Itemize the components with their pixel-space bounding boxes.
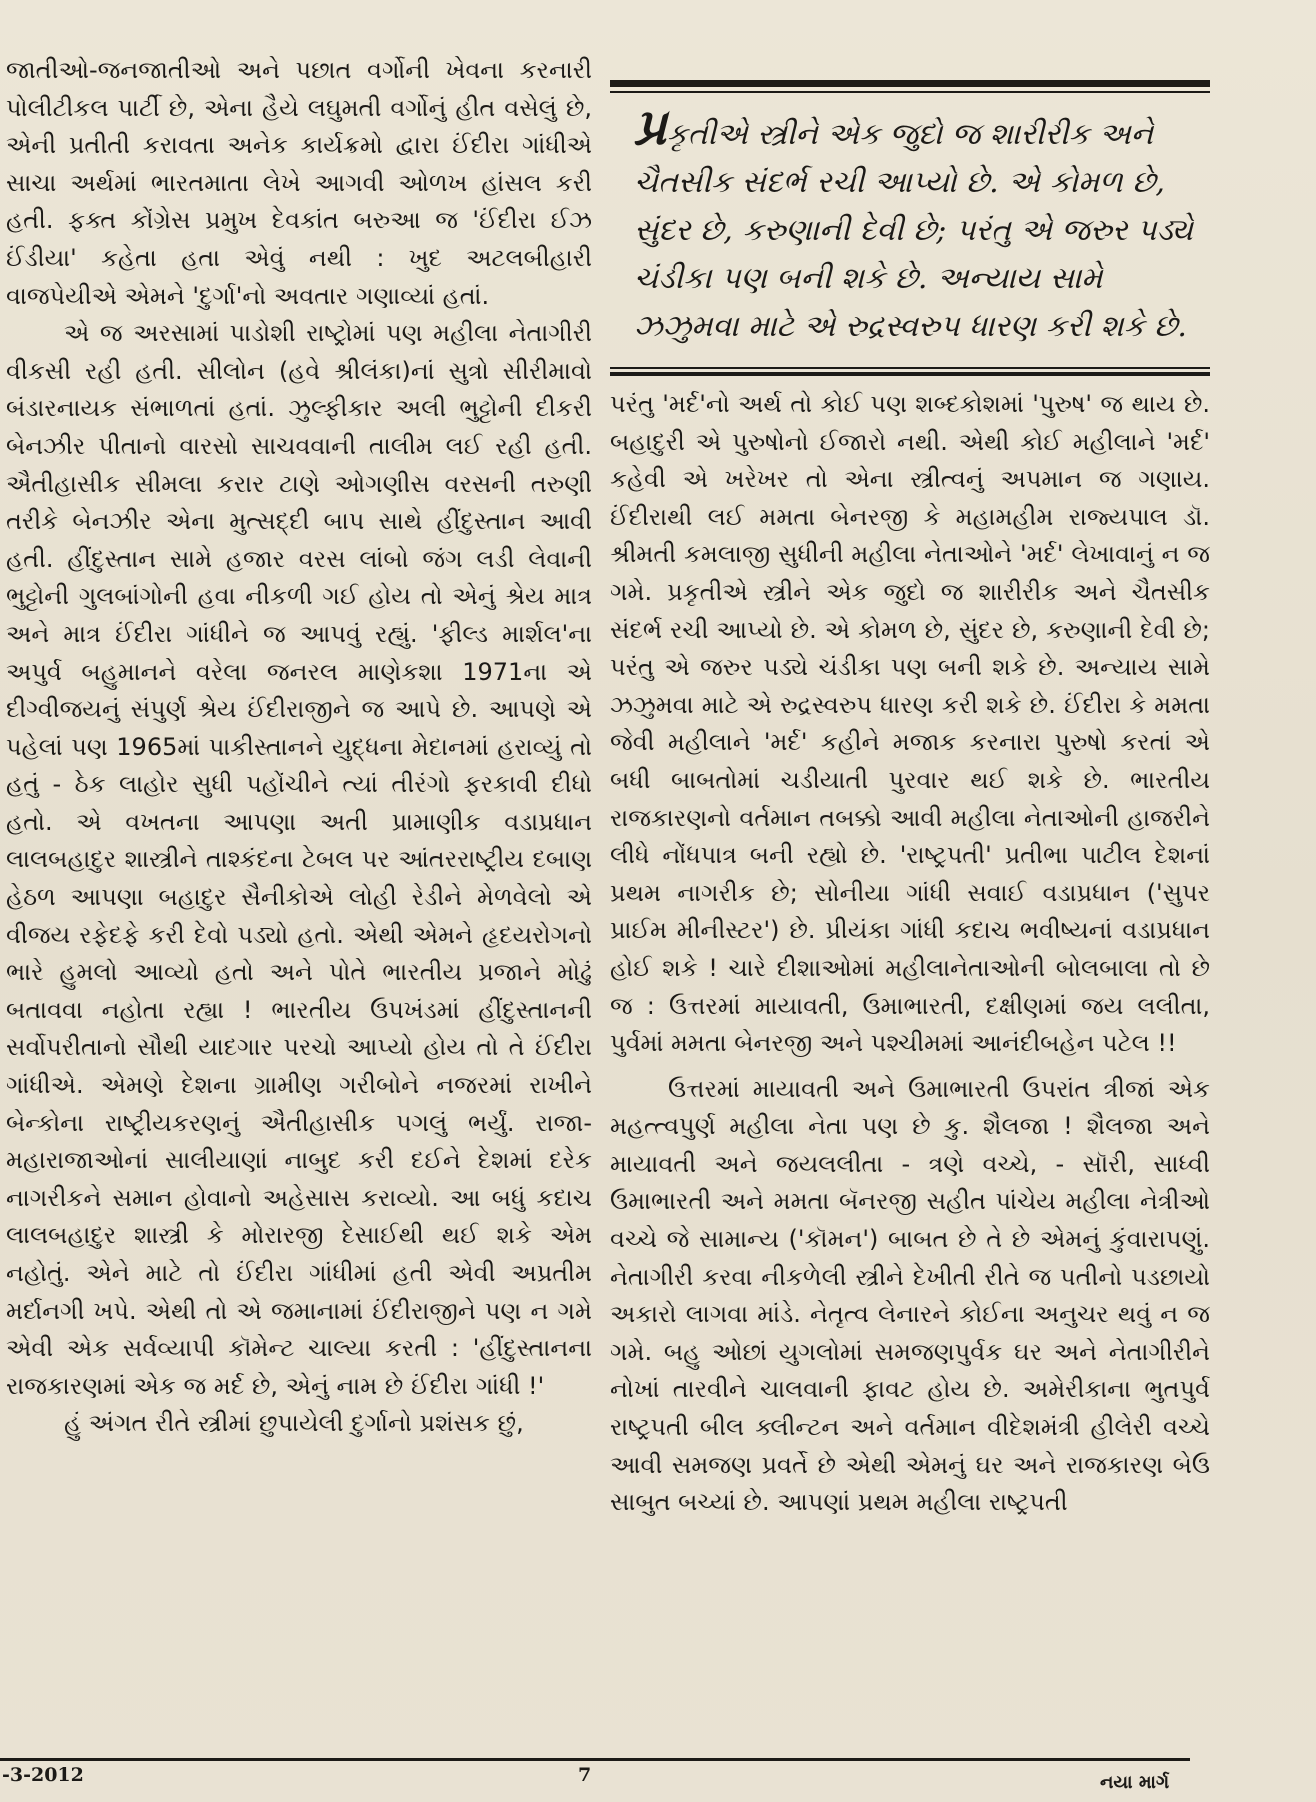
pullquote-text: કૃતીએ સ્ત્રીને એક જુદો જ શારીરીક અને ચૈતસીક સંદર્ભ રચી આપ્યો છે. એ કોમળ છે, સુંદર છે, કરુણાની દેવી છે; પરંતુ એ જરુર પડ્યે ચંડીકા પણ બની શકે છે. અન્યાય સામે ઝઝુમવા માટે એ રુદ્રસ્વરુપ ધારણ કરી શકે છે. [634,117,1193,344]
footer-rule [0,1758,1190,1761]
magazine-name: નયા માર્ગ [1100,1772,1170,1793]
paragraph: ઉત્તરમાં માયાવતી અને ઉમાભારતી ઉપરાંત ત્રીજાં એક મહત્ત્વપુર્ણ મહીલા નેતા પણ છે કુ. શૈલજા ! શૈલજા અને માયાવતી અને જયલલીતા - ત્રણે વચ્ચે, - સૉરી, સાધ્વી ઉમાભારતી અને મમતા બૅનરજી સહીત પાંચેય મહીલા નેત્રીઓ વચ્ચે જે સામાન્ય ('કૉમન') બાબત છે તે છે એમનું કુંવારાપણું. નેતાગીરી કરવા નીકળેલી સ્ત્રીને દેખીતી રીતે જ પતીનો પડછાયો અકારો લાગવા માંડે. નેતૃત્વ લેનારને કોઈના અનુચર થવું ન જ ગમે. બહુ ઓછાં યુગલોમાં સમજણપુર્વક ઘર અને નેતાગીરીને નોખાં તારવીને ચાલવાની ફાવટ હોય છે. અમેરીકાના ભુતપુર્વ રાષ્ટ્રપતી બીલ ક્લીન્ટન અને વર્તમાન વીદેશમંત્રી હીલેરી વચ્ચે આવી સમજણ પ્રવર્તે છે એથી એમનું ઘર અને રાજકારણ બેઉ સાબુત બચ્યાં છે. આપણાં પ્રથમ મહીલા રાષ્ટ્રપતી [610,1074,1210,1517]
paragraph: જાતીઓ-જનજાતીઓ અને પછાત વર્ગોની ખેવના કરનારી પોલીટીકલ પાર્ટી છે, એના હૈયે લઘુમતી વર્ગોનું હીત વસેલું છે, એની પ્રતીતી કરાવતા અનેક કાર્યક્રમો દ્વારા ઈંદીરા ગાંધીએ સાચા અર્થમાં ભારતમાતા લેખે આગવી ઓળખ હાંસલ કરી હતી. ફક્ત કોંગ્રેસ પ્રમુખ દેવકાંત બરુઆ જ 'ઈંદીરા ઈઝ ઈંડીયા' કહેતા હતા એવું નથી : ખુદ અટલબીહારી વાજપેયીએ એમને 'દુર્ગા'નો અવતાર ગણાવ્યાં હતાં. [6,56,592,310]
paragraph: એ જ અરસામાં પાડોશી રાષ્ટ્રોમાં પણ મહીલા નેતાગીરી વીકસી રહી હતી. સીલોન (હવે શ્રીલંકા)નાં સુત્રો સીરીમાવો બંડારનાયક સંભાળતાં હતાં. ઝુલ્ફીકાર અલી ભુટ્ટોની દીકરી બેનઝીર પીતાનો વારસો સાચવવાની તાલીમ લઈ રહી હતી. ઐતીહાસીક સીમલા કરાર ટાણે ઓગણીસ વરસની તરુણી તરીકે બેનઝીર એના મુત્સદ્દી બાપ સાથે હીંદુસ્તાન આવી હતી. હીંદુસ્તાન સામે હજાર વરસ લાંબો જંગ લડી લેવાની ભુટ્ટોની ગુલબાંગોની હવા નીકળી ગઈ હોય તો એનું શ્રેય માત્ર અને માત્ર ઈંદીરા ગાંધીને જ આપવું રહ્યું. 'ફીલ્ડ માર્શલ'ના અપુર્વ બહુમાનને વરેલા જનરલ માણેકશા 1971ના એ દીગ્વીજયનું સંપુર્ણ શ્રેય ઈંદીરાજીને જ આપે છે. આપણે એ પહેલાં પણ 1965માં પાકીસ્તાનને યુદ્ધના મેદાનમાં હરાવ્યું તો હતું - ઠેક લાહોર સુધી પહોંચીને ત્યાં તીરંગો ફરકાવી દીધો હતો. એ વખતના આપણા અતી પ્રામાણીક વડાપ્રધાન લાલબહાદુર શાસ્ત્રીને તાશ્કંદના ટેબલ પર આંતરરાષ્ટ્રીય દબાણ હેઠળ આપણા બહાદુર સૈનીકોએ લોહી રેડીને મેળવેલો એ વીજય રફેદફે કરી દેવો પડ્યો હતો. એથી એમને હૃદયરોગનો ભારે હુમલો આવ્યો હતો અને પોતે ભારતીય પ્રજાને મોઢું બતાવવા નહોતા રહ્યા ! ભારતીય ઉપખંડમાં હીંદુસ્તાનની સર્વોપરીતાનો સૌથી યાદગાર પરચો આપ્યો હોય તો તે ઈંદીરા ગાંધીએ. એમણે દેશના ગ્રામીણ ગરીબોને નજરમાં રાખીને બેન્કોના રાષ્ટ્રીયકરણનું ઐતીહાસીક પગલું ભર્યું. રાજા-મહારાજાઓનાં સાલીયાણાં નાબુદ કરી દઈને દેશમાં દરેક નાગરીકને સમાન હોવાનો અહેસાસ કરાવ્યો. આ બધું કદાચ લાલબહાદુર શાસ્ત્રી કે મોરારજી દેસાઈથી થઈ શકે એમ નહોતું. એને માટે તો ઈંદીરા ગાંધીમાં હતી એવી અપ્રતીમ મર્દાનગી ખપે. એથી તો એ જમાનામાં ઈંદીરાજીને પણ ન ગમે એવી એક સર્વવ્યાપી કૉમેન્ટ ચાલ્યા કરતી : 'હીંદુસ્તાનના રાજકારણમાં એક જ મર્દ છે, એનું નામ છે ઈંદીરા ગાંધી !' [6,319,592,1400]
pullquote-rule-top [610,80,1210,87]
right-column [610,80,1210,1522]
footer-date: -3-2012 [2,1764,84,1786]
paragraph: પરંતુ 'મર્દ'નો અર્થ તો કોઈ પણ શબ્દકોશમાં 'પુરુષ' જ થાય છે. બહાદુરી એ પુરુષોનો ઈજારો નથી. એથી કોઈ મહીલાને 'મર્દ' કહેવી એ ખરેખર તો એના સ્ત્રીત્વનું અપમાન જ ગણાય. ઈંદીરાથી લઈ મમતા બેનરજી કે મહામહીમ રાજ્યપાલ ડૉ. શ્રીમતી કમલાજી સુધીની મહીલા નેતાઓને 'મર્દ' લેખાવાનું ન જ ગમે. પ્રકૃતીએ સ્ત્રીને એક જુદો જ શારીરીક અને ચૈતસીક સંદર્ભ રચી આપ્યો છે. એ કોમળ છે, સુંદર છે, કરુણાની દેવી છે; પરંતુ એ જરુર પડ્યે ચંડીકા પણ બની શકે છે. અન્યાય સામે ઝઝુમવા માટે એ રુદ્રસ્વરુપ ધારણ કરી શકે છે. ઈંદીરા કે મમતા જેવી મહીલાને 'મર્દ' કહીને મજાક કરનારા પુરુષો કરતાં એ બધી બાબતોમાં ચડીયાતી પુરવાર થઈ શકે છે. ભારતીય રાજકારણનો વર્તમાન તબક્કો આવી મહીલા નેતાઓની હાજરીને લીધે નોંધપાત્ર બની રહ્યો છે. 'રાષ્ટ્રપતી' પ્રતીભા પાટીલ દેશનાં પ્રથમ નાગરીક છે; સોનીયા ગાંધી સવાઈ વડાપ્રધાન ('સુપર પ્રાઈમ મીનીસ્ટર') છે. પ્રીયંકા ગાંધી કદાચ ભવીષ્યનાં વડાપ્રધાન હોઈ શકે ! ચારે દીશાઓમાં મહીલાનેતાઓની બોલબાલા તો છે જ : ઉત્તરમાં માયાવતી, ઉમાભારતી, દક્ષીણમાં જય લલીતા, પુર્વમાં મમતા બેનરજી અને પશ્ચીમમાં આનંદીબહેન પટેલ !! [610,390,1210,1058]
pullquote-dropcap: પ્ર [634,97,667,156]
paragraph: હું અંગત રીતે સ્ત્રીમાં છુપાયેલી દુર્ગાનો પ્રશંસક છું, [64,1409,524,1438]
pullquote-box [610,80,1210,376]
pullquote [610,93,1210,363]
page-number: 7 [578,1764,592,1786]
pullquote-rule-bottom-thin [610,367,1210,369]
pullquote-rule-bottom [610,372,1210,376]
left-column [6,52,592,1443]
